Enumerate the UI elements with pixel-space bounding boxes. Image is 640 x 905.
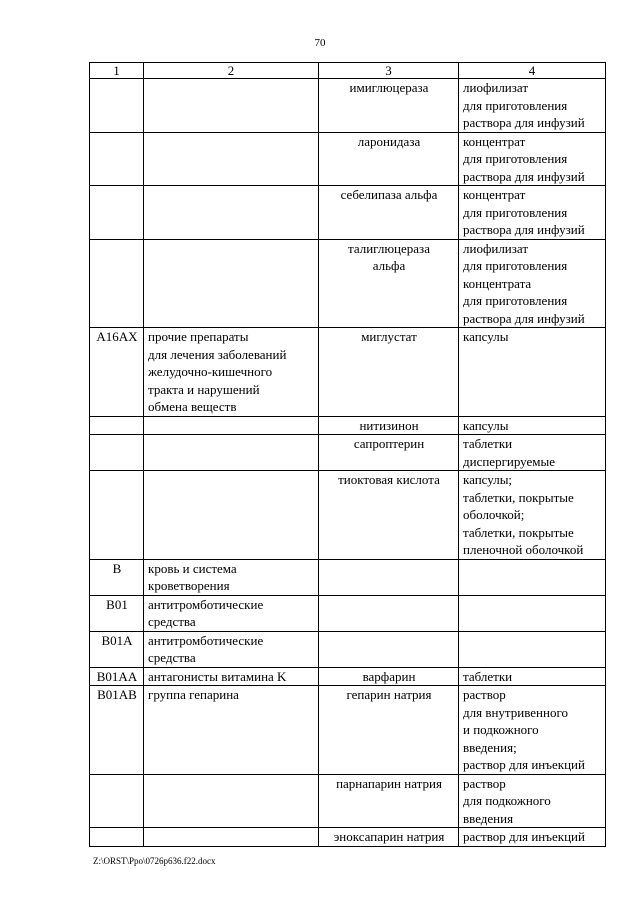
- atc-code: [90, 79, 144, 133]
- dosage-form: концентрат для приготовления раствора для инфузий: [459, 132, 606, 186]
- drug-name: ларонидаза: [319, 132, 459, 186]
- drug-name: парнапарин натрия: [319, 774, 459, 828]
- drug-name: гепарин натрия: [319, 686, 459, 775]
- group-name: [144, 416, 319, 435]
- drug-name: имиглюцераза: [319, 79, 459, 133]
- atc-code: B01: [90, 595, 144, 631]
- group-name: группа гепарина: [144, 686, 319, 775]
- table-row: [90, 686, 606, 775]
- table-row: [90, 559, 606, 595]
- table-row: [90, 79, 606, 133]
- atc-code: [90, 774, 144, 828]
- group-name: прочие препараты для лечения заболеваний желудочно-кишечного тракта и нарушений обмена веществ: [144, 328, 319, 417]
- table-row: [90, 416, 606, 435]
- group-name: [144, 471, 319, 560]
- drug-name: тиоктовая кислота: [319, 471, 459, 560]
- group-name: [144, 239, 319, 328]
- dosage-form: таблетки: [459, 667, 606, 686]
- header-col-2: 2: [144, 63, 319, 79]
- drug-name: нитизинон: [319, 416, 459, 435]
- footer-file-path: Z:\ORST\Ppo\0726p636.f22.docx: [93, 856, 216, 866]
- drug-name: талиглюцераза альфа: [319, 239, 459, 328]
- atc-code: A16AX: [90, 328, 144, 417]
- drug-name: себелипаза альфа: [319, 186, 459, 240]
- group-name: антитромботические средства: [144, 595, 319, 631]
- table-row: [90, 132, 606, 186]
- dosage-form: капсулы: [459, 416, 606, 435]
- atc-code: [90, 435, 144, 471]
- group-name: кровь и система кроветворения: [144, 559, 319, 595]
- table-row: [90, 595, 606, 631]
- table-row: [90, 435, 606, 471]
- page-number: 70: [314, 37, 326, 49]
- dosage-form: [459, 631, 606, 667]
- dosage-form: лиофилизат для приготовления концентрата для приготовления раствора для инфузий: [459, 239, 606, 328]
- atc-code: [90, 828, 144, 847]
- header-col-3: 3: [319, 63, 459, 79]
- group-name: антитромботические средства: [144, 631, 319, 667]
- group-name: [144, 774, 319, 828]
- atc-code: [90, 416, 144, 435]
- dosage-form: раствор для подкожного введения: [459, 774, 606, 828]
- atc-code: B01AB: [90, 686, 144, 775]
- table-row: [90, 328, 606, 417]
- drug-name: миглустат: [319, 328, 459, 417]
- group-name: [144, 186, 319, 240]
- table-row: [90, 631, 606, 667]
- header-col-4: 4: [459, 63, 606, 79]
- table-row: [90, 774, 606, 828]
- table-row: [90, 186, 606, 240]
- table-row: [90, 828, 606, 847]
- drug-name: сапроптерин: [319, 435, 459, 471]
- dosage-form: [459, 559, 606, 595]
- dosage-form: капсулы: [459, 328, 606, 417]
- atc-code: [90, 186, 144, 240]
- group-name: [144, 435, 319, 471]
- table-row: [90, 471, 606, 560]
- header-col-1: 1: [90, 63, 144, 79]
- atc-code: B01A: [90, 631, 144, 667]
- drug-name: эноксапарин натрия: [319, 828, 459, 847]
- atc-code: [90, 132, 144, 186]
- dosage-form: таблетки диспергируемые: [459, 435, 606, 471]
- group-name: [144, 828, 319, 847]
- group-name: антагонисты витамина K: [144, 667, 319, 686]
- dosage-form: раствор для инъекций: [459, 828, 606, 847]
- drug-table: [89, 62, 606, 847]
- drug-name: [319, 631, 459, 667]
- dosage-form: раствор для внутривенного и подкожного введения; раствор для инъекций: [459, 686, 606, 775]
- table-row: [90, 667, 606, 686]
- atc-code: [90, 239, 144, 328]
- dosage-form: [459, 595, 606, 631]
- drug-name: [319, 559, 459, 595]
- group-name: [144, 132, 319, 186]
- drug-name: варфарин: [319, 667, 459, 686]
- drug-name: [319, 595, 459, 631]
- atc-code: B01AA: [90, 667, 144, 686]
- table-header-row: [90, 63, 606, 79]
- dosage-form: концентрат для приготовления раствора для инфузий: [459, 186, 606, 240]
- atc-code: [90, 471, 144, 560]
- group-name: [144, 79, 319, 133]
- atc-code: B: [90, 559, 144, 595]
- dosage-form: капсулы; таблетки, покрытые оболочкой; таблетки, покрытые пленочной оболочкой: [459, 471, 606, 560]
- dosage-form: лиофилизат для приготовления раствора для инфузий: [459, 79, 606, 133]
- table-row: [90, 239, 606, 328]
